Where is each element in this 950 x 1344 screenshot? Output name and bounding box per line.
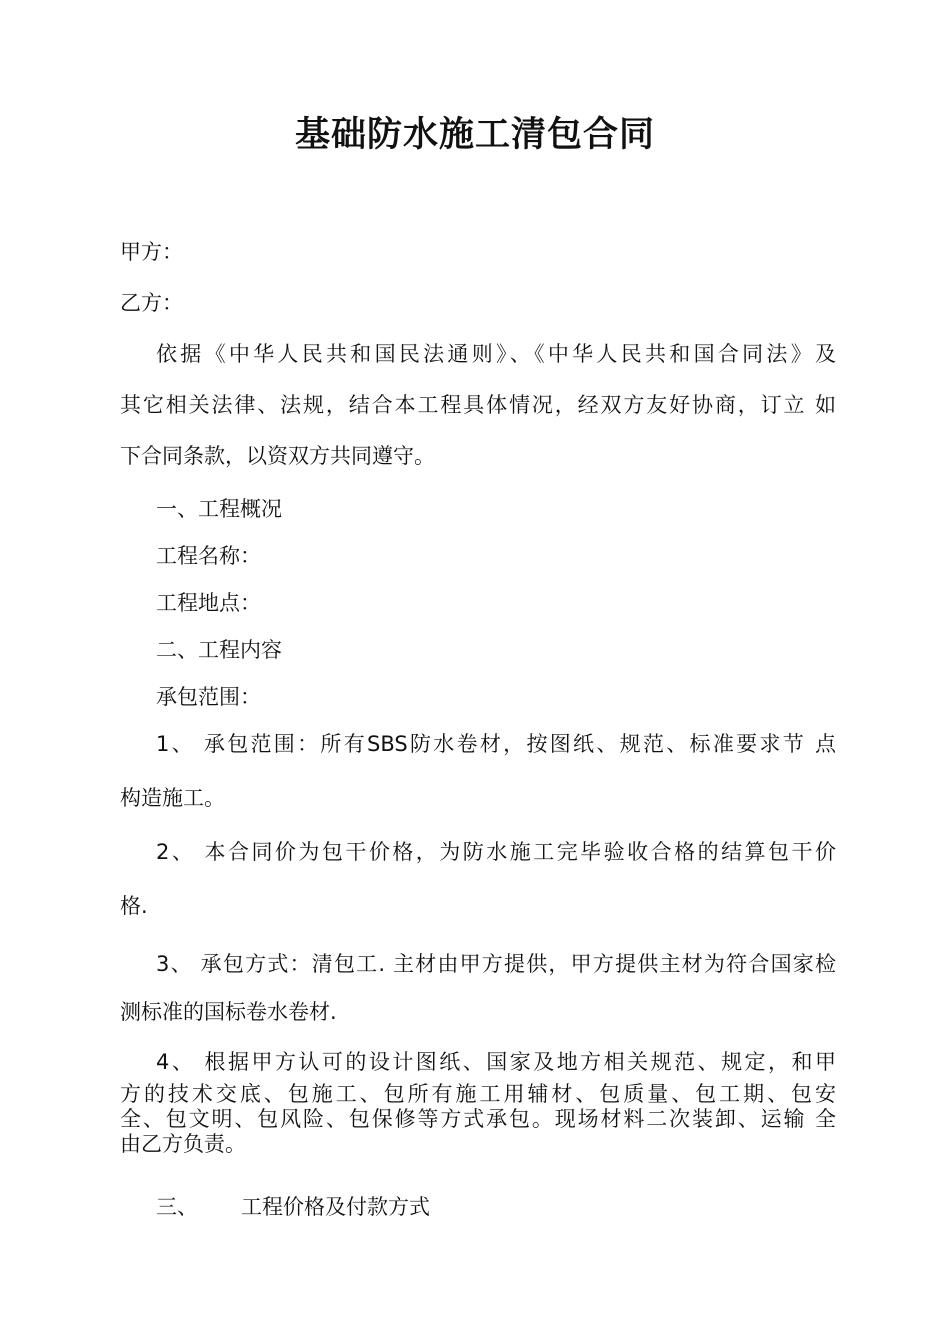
- item4-line-3: 全、包文明、包风险、包保修等方式承包。现场材料二次装卸、运输 全: [120, 1107, 836, 1131]
- item3-line-2: 测标准的国标卷水卷材.: [120, 1000, 337, 1024]
- section3-number: 三、: [156, 1195, 198, 1219]
- document-title: 基础防水施工清包合同: [294, 115, 655, 155]
- project-name-label: 工程名称：: [156, 544, 261, 568]
- preamble-line-1: 依据《中华人民共和国民法通则》、《中华人民共和国合同法》及: [156, 342, 836, 366]
- project-location-label: 工程地点：: [156, 591, 261, 615]
- section2-heading: 二、工程内容: [156, 638, 282, 662]
- item2-line-1: 2、 本合同价为包干价格，为防水施工完毕验收合格的结算包干价: [156, 840, 836, 864]
- party-b-label: 乙方：: [120, 291, 183, 315]
- party-a-label: 甲方：: [120, 240, 183, 264]
- item4-line-2: 方的技术交底、包施工、包所有施工用辅材、包质量、包工期、包安: [120, 1082, 836, 1106]
- item1-line-1: 1、 承包范围：所有SBS防水卷材，按图纸、规范、标准要求节 点: [156, 732, 836, 756]
- item2-line-2: 格.: [120, 894, 148, 918]
- preamble-line-3: 下合同条款，以资双方共同遵守。: [120, 444, 435, 468]
- item1-line-2: 构造施工。: [120, 786, 225, 810]
- item4-line-1: 4、 根据甲方认可的设计图纸、国家及地方相关规范、规定，和甲: [156, 1050, 836, 1074]
- section3-heading: 工程价格及付款方式: [241, 1195, 430, 1219]
- preamble-line-2: 其它相关法律、法规，结合本工程具体情况，经双方友好协商，订立 如: [120, 393, 836, 417]
- scope-label: 承包范围：: [156, 685, 261, 709]
- section3-heading-row: [156, 1192, 836, 1222]
- item4-line-4: 由乙方负责。: [120, 1132, 246, 1156]
- item3-line-1: 3、 承包方式：清包工. 主材由甲方提供，甲方提供主材为符合国家检: [156, 952, 836, 976]
- section1-heading: 一、工程概况: [156, 497, 282, 521]
